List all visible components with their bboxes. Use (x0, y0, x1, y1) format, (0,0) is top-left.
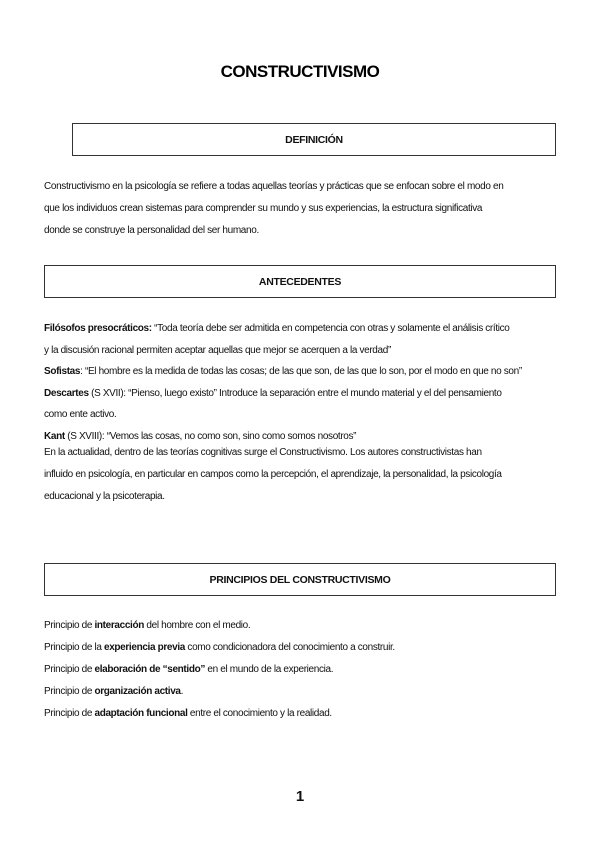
section-heading-label: ANTECEDENTES (258, 275, 342, 288)
entry-label: Kant (44, 430, 65, 442)
item-prefix: Principio de (44, 708, 95, 719)
current-context-paragraph (44, 442, 569, 508)
item-suffix: . (180, 686, 184, 697)
section-heading-definicion (72, 123, 556, 156)
entry-label: Descartes (44, 387, 89, 399)
paragraph-line: donde se construye la personalidad del ser humano. (44, 225, 259, 236)
philosophers-entry (44, 318, 569, 340)
item-prefix: Principio de la (44, 642, 104, 653)
entry-text: (S XVIII): “Vemos las cosas, no como son, sino como somos nosotros” (64, 430, 357, 442)
list-item (44, 637, 569, 659)
entry-text: : “El hombre es la medida de todas las cosas; de las que son, de las que lo son, por el modo en que no son” (80, 366, 522, 377)
section-heading-antecedentes (44, 265, 556, 298)
entry-text: (S XVII): “Pienso, luego existo” Introduce la separación entre el mundo material y el del pensamiento (88, 387, 502, 399)
item-keyword: adaptación funcional (94, 708, 188, 719)
section-heading-label: DEFINICIÓN (285, 133, 343, 146)
item-prefix: Principio de (44, 686, 95, 697)
page-title: CONSTRUCTIVISMO (220, 62, 380, 81)
paragraph-line: educacional y la psicoterapia. (44, 491, 165, 502)
item-suffix: en el mundo de la experiencia. (205, 664, 334, 675)
page-number: 1 (295, 788, 305, 805)
entry-label: Sofistas (44, 366, 81, 377)
item-suffix: entre el conocimiento y la realidad. (187, 708, 332, 719)
item-keyword: interacción (94, 620, 144, 631)
item-keyword: organización activa (94, 686, 181, 697)
entry-text: y la discusión racional permiten aceptar aquellas que mejor se acerquen a la verdad” (44, 344, 391, 356)
list-item (44, 615, 569, 637)
item-keyword: elaboración de “sentido” (94, 664, 205, 675)
item-keyword: experiencia previa (104, 642, 185, 653)
list-item (44, 703, 569, 725)
principles-list (44, 615, 569, 725)
item-suffix: del hombre con el medio. (143, 620, 251, 631)
item-prefix: Principio de (44, 620, 95, 631)
entry-text: como ente activo. (44, 409, 117, 420)
paragraph-line: Constructivismo en la psicología se refiere a todas aquellas teorías y prácticas que se enfocan sobre el modo en (44, 181, 504, 192)
paragraph-line: que los individuos crean sistemas para comprender su mundo y sus experiencias, la estructura significativa (44, 203, 483, 214)
item-prefix: Principio de (44, 664, 95, 675)
item-suffix: como condicionadora del conocimiento a construir. (184, 642, 395, 653)
section-heading-principios (44, 563, 556, 596)
descartes-entry (44, 383, 569, 405)
section-heading-label: PRINCIPIOS DEL CONSTRUCTIVISMO (209, 573, 391, 586)
entry-text: “Toda teoría debe ser admitida en competencia con otras y solamente el análisis crítico (151, 323, 510, 334)
list-item (44, 681, 569, 703)
definition-paragraph (44, 176, 569, 242)
list-item (44, 659, 569, 681)
paragraph-line: influido en psicología, en particular en campos como la percepción, el aprendizaje, la personalidad, la psicología (44, 469, 502, 480)
antecedents-list (44, 318, 569, 447)
sophists-entry (44, 361, 569, 383)
entry-label: Filósofos presocráticos: (44, 323, 152, 334)
paragraph-line: En la actualidad, dentro de las teorías cognitivas surge el Constructivismo. Los autores constructivistas han (44, 447, 482, 458)
